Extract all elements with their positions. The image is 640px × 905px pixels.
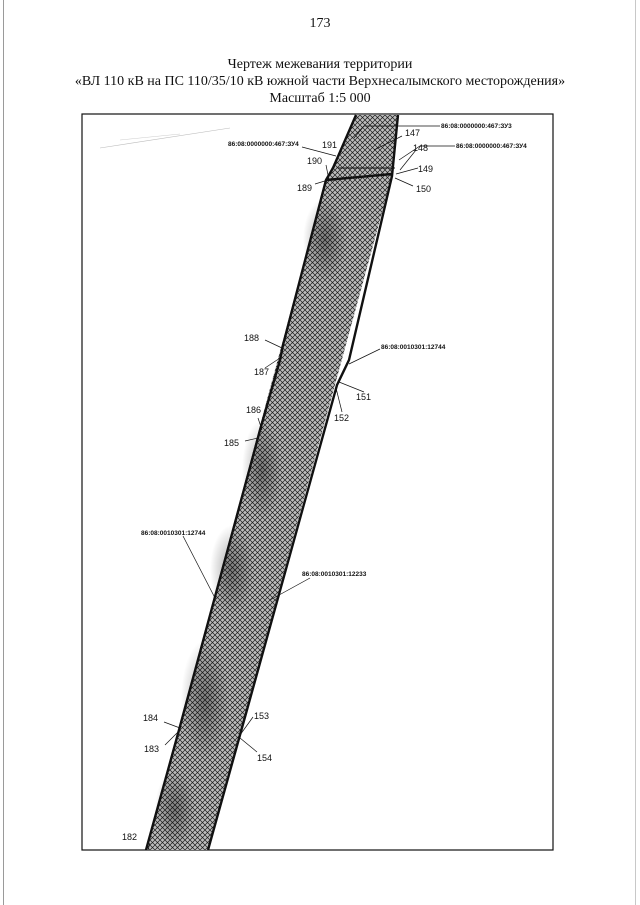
point-label-189: 189 [297, 183, 313, 193]
cadastral-label-zu4-east: 86:08:0000000:467:ЗУ4 [456, 143, 527, 150]
point-label-183: 183 [144, 744, 160, 754]
corridor-shading [210, 525, 254, 615]
scan-artifact-line [100, 128, 230, 148]
cadastral-label-12744-east: 86:08:0010301:12744 [381, 344, 446, 351]
point-label-152: 152 [334, 413, 350, 423]
corridor-shading [242, 420, 282, 520]
drawing-scale: Масштаб 1:5 000 [269, 91, 371, 106]
point-label-148: 148 [413, 143, 429, 153]
cadastral-label-12233: 86:08:0010301:12233 [302, 571, 367, 578]
point-label-187: 187 [254, 367, 270, 377]
point-label-191: 191 [322, 140, 338, 150]
point-label-150: 150 [416, 184, 432, 194]
drawing-subtitle: «ВЛ 110 кВ на ПС 110/35/10 кВ южной части Верхнесалымского месторождения» [74, 74, 566, 89]
point-label-154: 154 [257, 753, 273, 763]
cadastral-label-12744-west: 86:08:0010301:12744 [141, 530, 206, 537]
point-label-153: 153 [254, 711, 270, 721]
point-label-185: 185 [224, 438, 240, 448]
point-label-190: 190 [307, 156, 323, 166]
point-label-186: 186 [246, 405, 262, 415]
power-line-corridor [146, 115, 398, 850]
point-label-147: 147 [405, 128, 421, 138]
drawing-title: Чертеж межевания территории [227, 57, 413, 72]
point-label-182: 182 [122, 832, 138, 842]
cadastral-label-zu4-west: 86:08:0000000:467:ЗУ4 [228, 141, 299, 148]
cadastral-label-zu3: 86:08:0000000:467:ЗУ3 [441, 123, 512, 130]
point-label-188: 188 [244, 333, 260, 343]
page-number: 173 [309, 16, 331, 31]
corridor-shading [155, 770, 195, 850]
point-label-151: 151 [356, 392, 372, 402]
point-label-149: 149 [418, 164, 434, 174]
point-label-184: 184 [143, 713, 159, 723]
